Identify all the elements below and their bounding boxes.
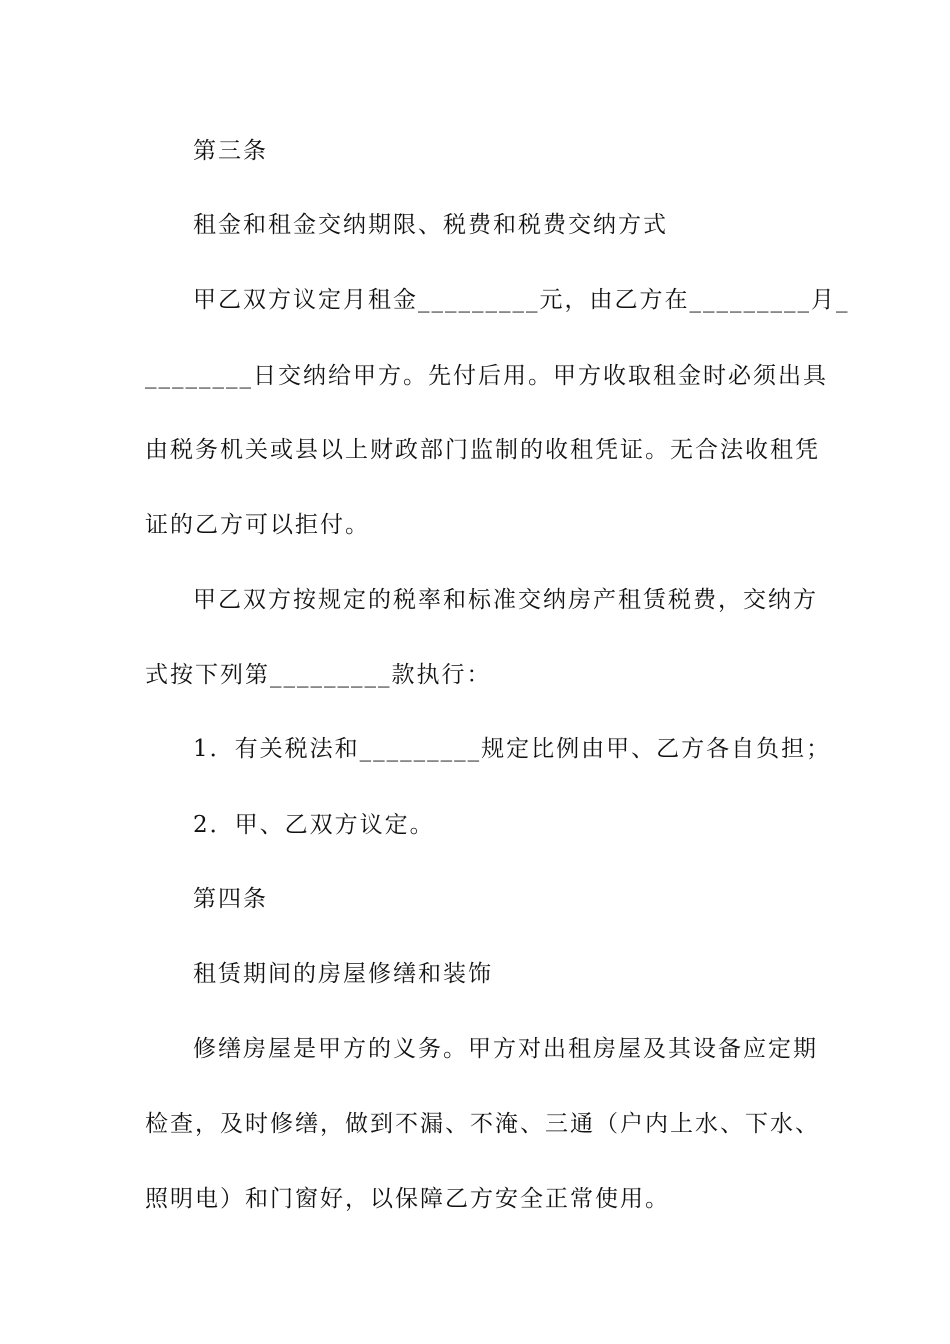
list-item: 1．有关税法和_________规定比例由甲、乙方各自负担； — [193, 736, 832, 762]
article-3-heading: 第三条 — [193, 138, 268, 164]
paragraph-line: 照明电）和门窗好，以保障乙方安全正常使用。 — [145, 1186, 670, 1212]
article-3-title: 租金和租金交纳期限、税费和税费交纳方式 — [193, 212, 668, 238]
paragraph-line: 由税务机关或县以上财政部门监制的收租凭证。无合法收租凭 — [145, 437, 820, 463]
list-item: 2．甲、乙双方议定。 — [193, 812, 435, 838]
paragraph-line: ________日交纳给甲方。先付后用。甲方收取租金时必须出具 — [145, 363, 828, 389]
article-4-heading: 第四条 — [193, 886, 268, 912]
paragraph-line: 修缮房屋是甲方的义务。甲方对出租房屋及其设备应定期 — [193, 1036, 818, 1062]
paragraph-line: 甲乙双方议定月租金_________元，由乙方在_________月_ — [193, 287, 850, 313]
paragraph-line: 检查，及时修缮，做到不漏、不淹、三通（户内上水、下水、 — [145, 1111, 820, 1137]
paragraph-line: 甲乙双方按规定的税率和标准交纳房产租赁税费，交纳方 — [193, 587, 818, 613]
paragraph-line: 证的乙方可以拒付。 — [145, 512, 370, 538]
article-4-title: 租赁期间的房屋修缮和装饰 — [193, 961, 493, 987]
paragraph-line: 式按下列第_________款执行： — [145, 662, 492, 688]
